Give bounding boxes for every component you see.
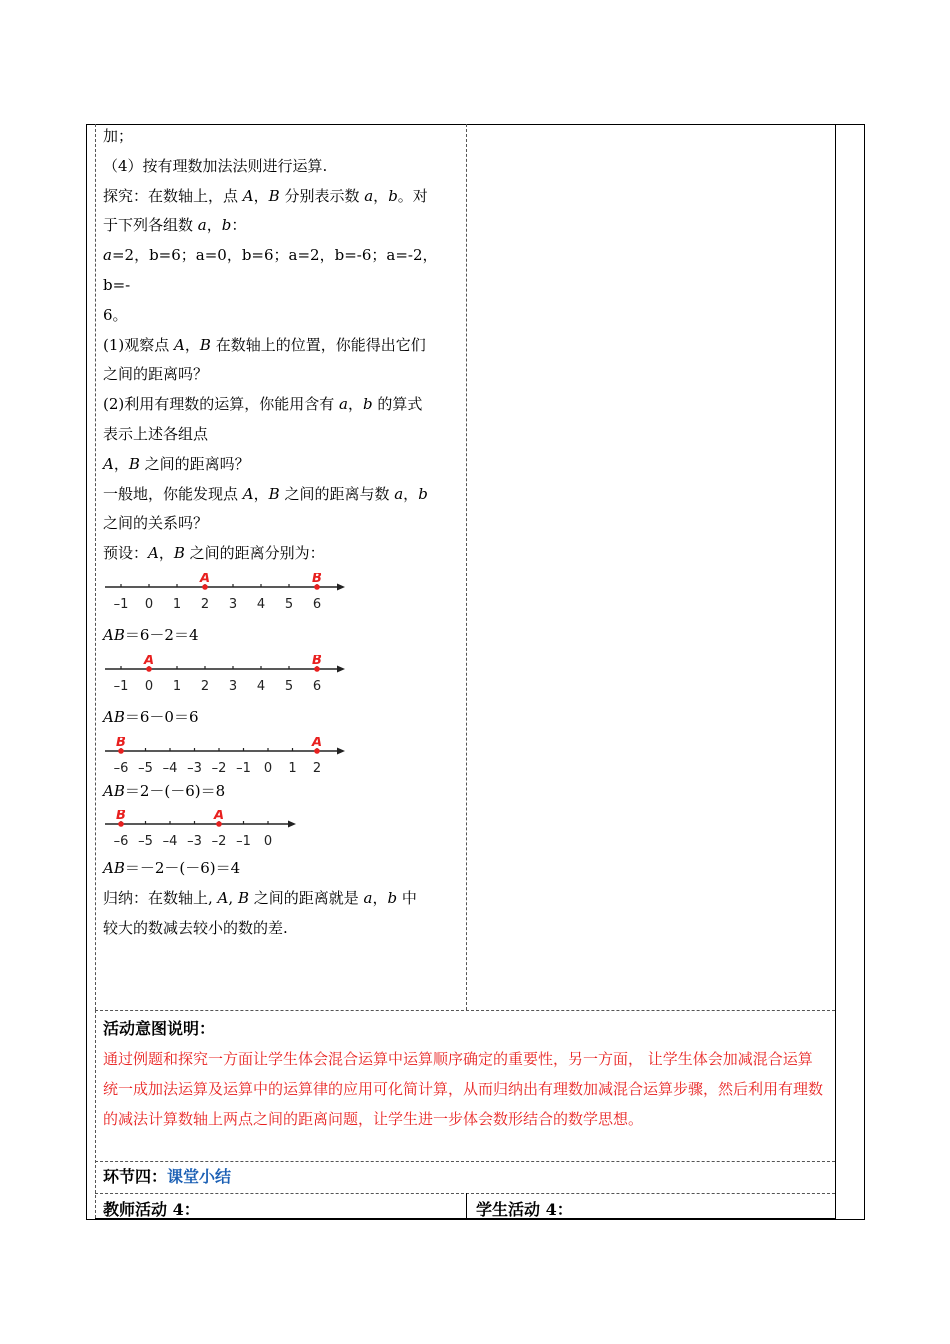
section-header xyxy=(103,1164,231,1187)
tick-label: 1 xyxy=(172,678,182,694)
point-label: B xyxy=(312,654,322,668)
tick-label: 2 xyxy=(200,678,210,694)
intent-title: 活动意图说明： xyxy=(103,1019,216,1038)
tick-label: –1 xyxy=(113,596,129,612)
row-divider-3 xyxy=(95,1193,835,1194)
formula-line: AB＝－2－(－6)＝4 xyxy=(103,859,241,878)
text-line: 预设：A，B 之间的距离分别为： xyxy=(103,544,325,563)
row-divider-2 xyxy=(95,1161,835,1162)
text-line: 之间的关系吗？ xyxy=(103,514,209,533)
tick-label: –2 xyxy=(211,834,227,850)
activity-divider xyxy=(466,1193,467,1218)
section-prefix: 环节四： xyxy=(103,1167,168,1186)
tick-label: –4 xyxy=(162,760,178,776)
point-label: B xyxy=(116,736,126,750)
left-cell-content xyxy=(103,122,461,944)
point-label: A xyxy=(213,810,225,824)
tick-label: –1 xyxy=(236,760,251,776)
tick-label: 1 xyxy=(172,596,182,612)
tick-label: –5 xyxy=(138,834,153,850)
tick-label: 5 xyxy=(284,596,294,612)
row-divider-1 xyxy=(95,1010,835,1011)
tick-label: 4 xyxy=(256,678,266,694)
axis-arrow xyxy=(337,665,345,672)
tick-label: 2 xyxy=(200,596,210,612)
student-activity-label: 学生活动 4： xyxy=(476,1200,573,1219)
axis-arrow xyxy=(337,583,345,590)
tick-label: 0 xyxy=(263,760,273,776)
number-line-1 xyxy=(103,573,353,621)
point-label: B xyxy=(312,572,322,586)
intent-text: 通过例题和探究一方面让学生体会混合运算中运算顺序确定的重要性，另一方面， 让学生体会加减混合运算统一成加法运算及运算中的运算律的应用可化简计算，从而归纳出有理数加减混合运算步骤，然后利用有理数的减法计算数轴上两点之间的距离问题，让学生进一步体会数形结合的数学思想。 xyxy=(103,1050,824,1128)
right-margin-line xyxy=(835,124,836,1220)
tick-label: –4 xyxy=(162,834,178,850)
text-line: 加； xyxy=(103,127,134,145)
tick-label: 0 xyxy=(144,596,154,612)
text-line: A，B 之间的距离吗？ xyxy=(103,454,250,473)
left-cell-border xyxy=(95,124,96,1010)
teacher-activity-label: 教师活动 4： xyxy=(103,1200,200,1219)
tick-label: 3 xyxy=(228,596,238,612)
lower-left-border xyxy=(95,1010,96,1218)
text-line: 之间的距离吗？ xyxy=(103,365,209,384)
tick-label: –6 xyxy=(113,760,129,776)
text-line: 于下列各组数 a，b： xyxy=(103,216,247,235)
point-label: A xyxy=(311,736,323,750)
tick-label: –1 xyxy=(236,834,251,850)
section-name: 课堂小结 xyxy=(167,1167,232,1186)
text-line: 6。 xyxy=(103,305,128,324)
formula-line: AB＝2－(－6)＝8 xyxy=(103,781,226,800)
tick-label: –5 xyxy=(138,760,153,776)
column-divider xyxy=(466,124,467,1010)
text-line: 表示上述各组点 xyxy=(103,424,209,443)
tick-label: 6 xyxy=(312,678,322,694)
text-line: (1)观察点 A，B 在数轴上的位置，你能得出它们 xyxy=(103,335,426,354)
formula-line: AB＝6－2＝4 xyxy=(103,625,199,644)
point-label: A xyxy=(199,572,211,586)
tick-label: –6 xyxy=(113,834,129,850)
axis-arrow xyxy=(337,747,345,754)
text-line: 一般地，你能发现点 A，B 之间的距离与数 a，b xyxy=(103,484,428,503)
tick-label: 0 xyxy=(144,678,154,694)
number-line-2 xyxy=(103,655,353,703)
point-label: B xyxy=(116,810,126,824)
text-line: a=2，b=6；a=0，b=6；a=2，b=-6；a=-2，b=- xyxy=(103,246,438,294)
text-line: 探究：在数轴上，点 A，B 分别表示数 a，b。对 xyxy=(103,186,428,205)
tick-label: 0 xyxy=(263,834,273,850)
tick-label: –1 xyxy=(113,678,129,694)
tick-label: –3 xyxy=(187,760,202,776)
number-line-3 xyxy=(103,737,353,777)
tick-label: 2 xyxy=(312,760,322,776)
text-line: (2)利用有理数的运算，你能用含有 a，b 的算式 xyxy=(103,395,423,414)
row-divider-4 xyxy=(95,1218,835,1219)
text-line: （4）按有理数加法法则进行运算. xyxy=(103,156,328,175)
axis-arrow xyxy=(288,821,296,828)
tick-label: 1 xyxy=(288,760,297,776)
tick-label: 4 xyxy=(256,596,266,612)
tick-label: –3 xyxy=(187,834,202,850)
tick-label: 6 xyxy=(312,596,322,612)
formula-line: AB＝6－0＝6 xyxy=(103,707,199,726)
text-line: 归纳：在数轴上, A, B 之间的距离就是 a，b 中 xyxy=(103,889,417,908)
tick-label: 5 xyxy=(284,678,294,694)
tick-label: 3 xyxy=(228,678,238,694)
point-label: A xyxy=(143,654,155,668)
text-line: 较大的数减去较小的数的差. xyxy=(103,918,288,937)
number-line-4 xyxy=(103,810,353,854)
tick-label: –2 xyxy=(211,760,227,776)
